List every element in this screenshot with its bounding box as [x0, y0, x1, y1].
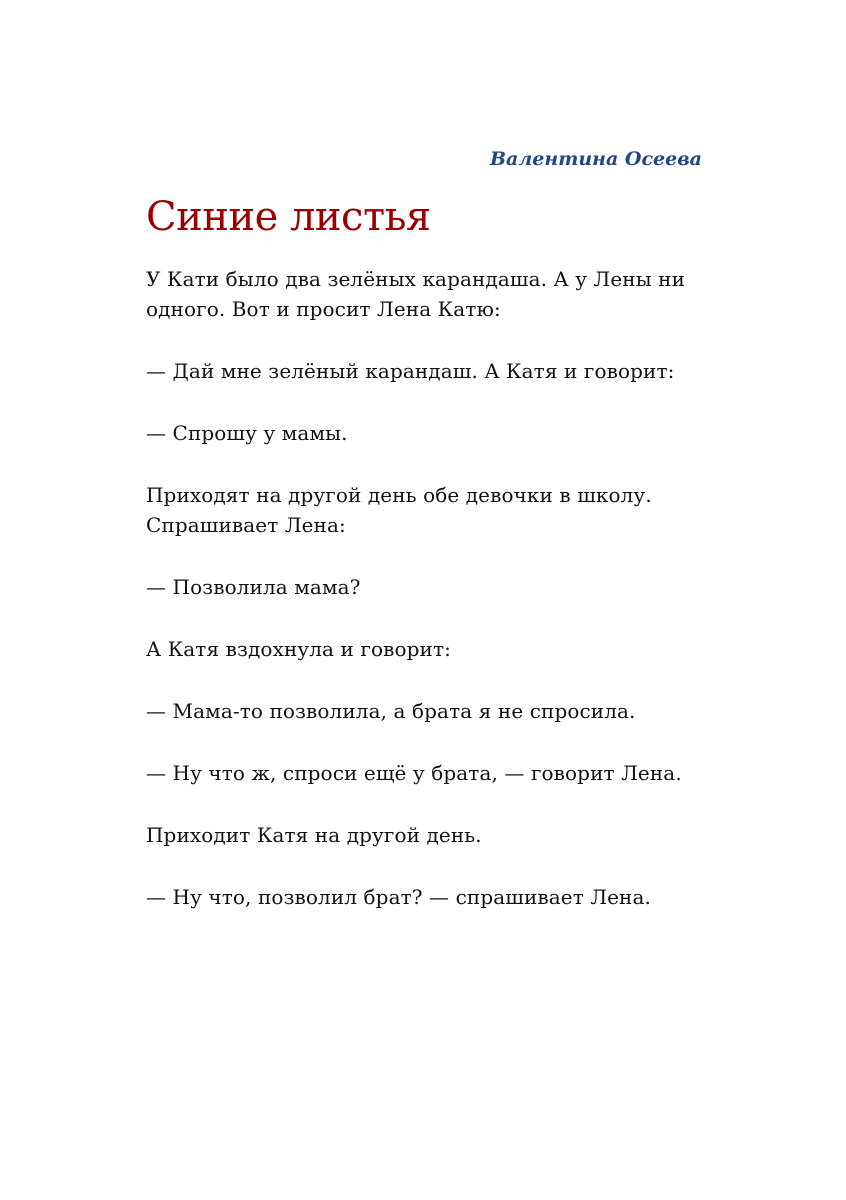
paragraph: Приходят на другой день обе девочки в школу. Спрашивает Лена: — [146, 483, 652, 537]
story-title: Синие листья — [146, 194, 431, 240]
paragraph: — Позволила мама? — [146, 575, 361, 599]
paragraph: У Кати было два зелёных карандаша. А у Лены ни одного. Вот и просит Лена Катю: — [146, 267, 686, 321]
paragraph: — Ну что ж, спроси ещё у брата, — говорит Лена. — [146, 761, 682, 785]
document-page — [146, 140, 702, 944]
paragraph: А Катя вздохнула и говорит: — [146, 637, 451, 661]
author-name: Валентина Осеева — [490, 148, 702, 170]
paragraph: — Спрошу у мамы. — [146, 421, 348, 445]
paragraph: — Мама-то позволила, а брата я не спросила. — [146, 699, 636, 723]
paragraph: — Ну что, позволил брат? — спрашивает Лена. — [146, 885, 651, 909]
paragraph: — Дай мне зелёный карандаш. А Катя и говорит: — [146, 359, 675, 383]
paragraph: Приходит Катя на другой день. — [146, 823, 482, 847]
